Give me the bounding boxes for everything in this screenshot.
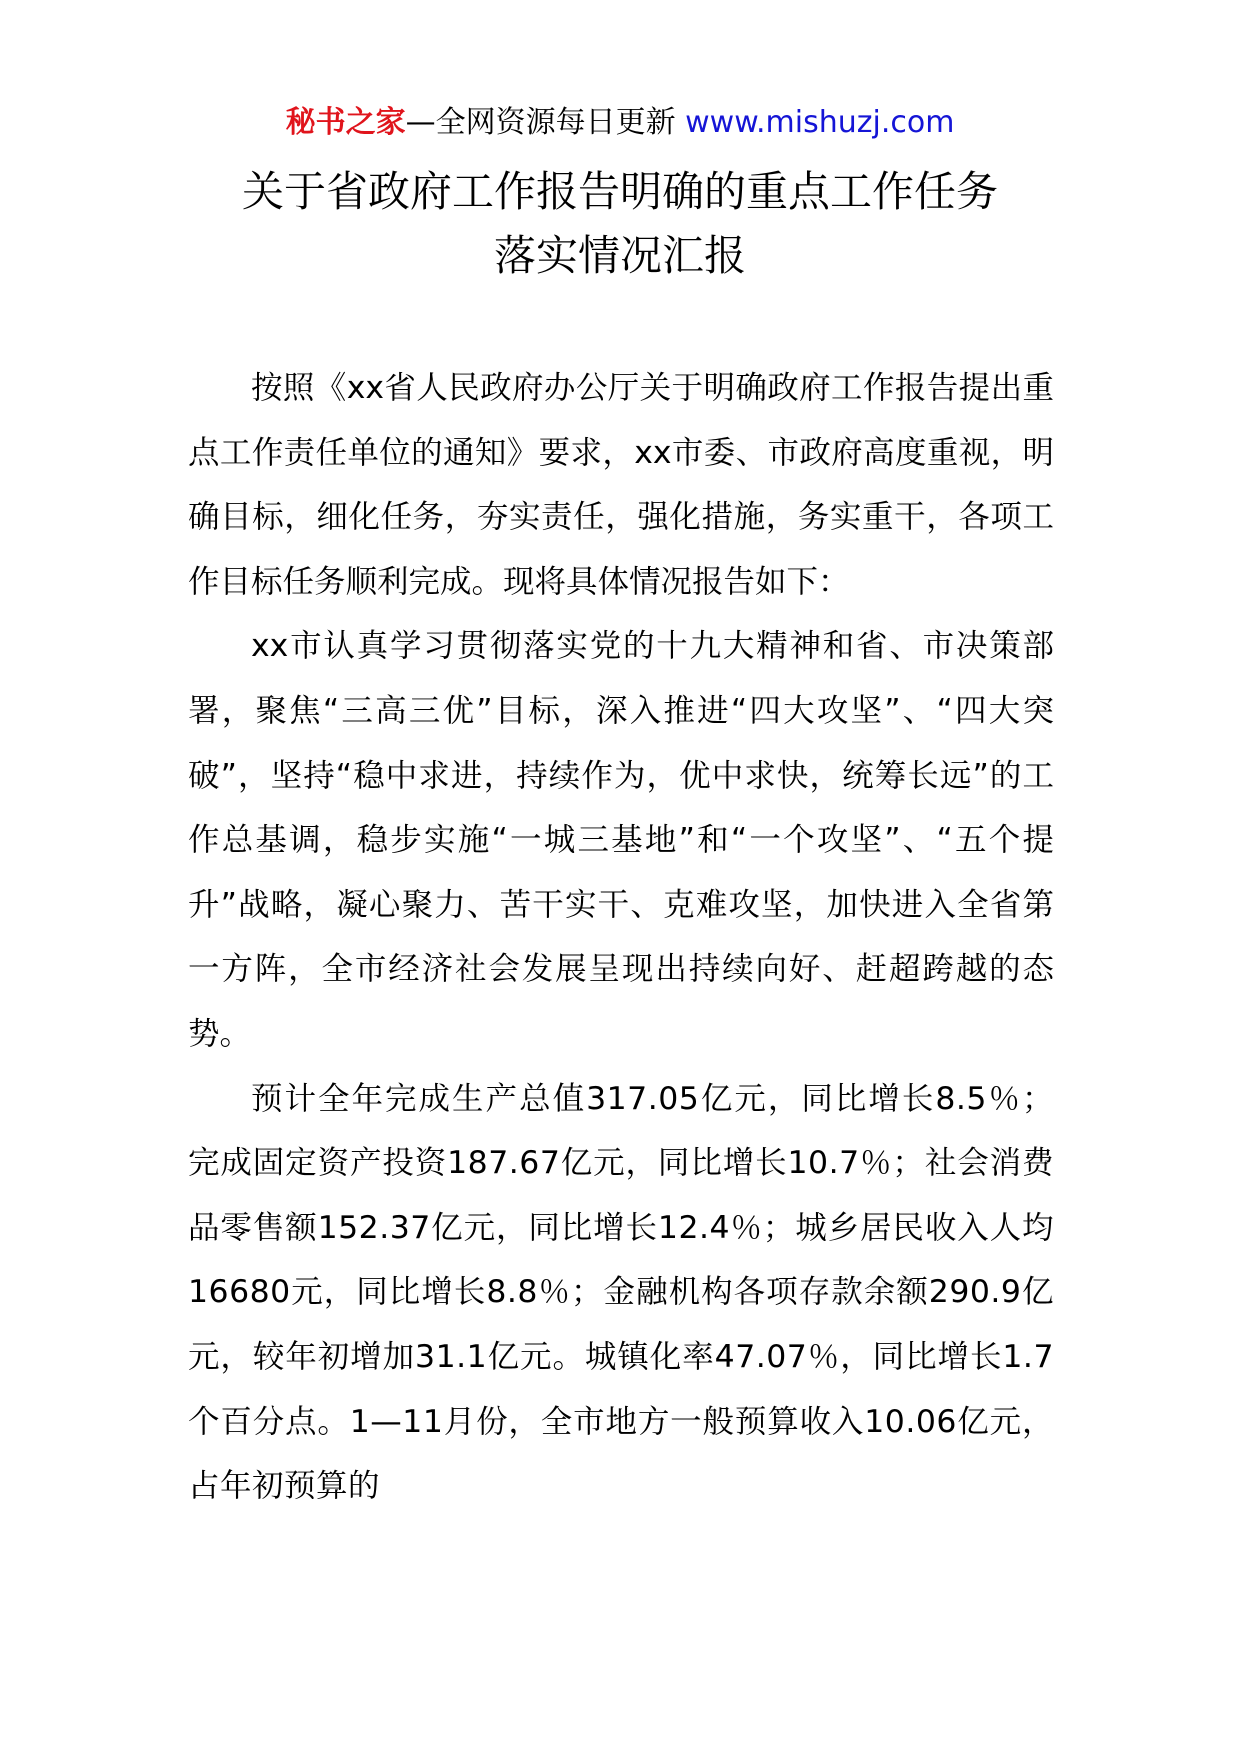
brand-name: 秘书之家 [285,105,406,140]
title-line-1: 关于省政府工作报告明确的重点工作任务 [241,167,998,216]
document-body [188,356,1054,1519]
document-title [0,160,1240,288]
title-line-2: 落实情况汇报 [493,231,746,280]
site-url-link[interactable]: www.mishuzj.com [685,105,955,140]
paragraph-intro: 按照《xx省人民政府办公厅关于明确政府工作报告提出重点工作责任单位的通知》要求，xx市委、市政府高度重视，明确目标，细化任务，夯实责任，强化措施，务实重干，各项工作目标任务顺利完成。现将具体情况报告如下： [188,370,1054,600]
header-tagline: —全网资源每日更新 [405,105,686,140]
paragraph-overview: xx市认真学习贯彻落实党的十九大精神和省、市决策部署，聚焦“三高三优”目标，深入推进“四大攻坚”、“四大突破”，坚持“稳中求进，持续作为，优中求快，统筹长远”的工作总基调，稳步实施“一城三基地”和“一个攻坚”、“五个提升”战略，凝心聚力、苦干实干、克难攻坚，加快进入全省第一方阵，全市经济社会发展呈现出持续向好、赶超跨越的态势。 [188,628,1054,1052]
site-header [0,100,1240,146]
paragraph-statistics: 预计全年完成生产总值317.05亿元，同比增长8.5％；完成固定资产投资187.67亿元，同比增长10.7％；社会消费品零售额152.37亿元，同比增长12.4％；城乡居民收入人均16680元，同比增长8.8％；金融机构各项存款余额290.9亿元，较年初增加31.1亿元。城镇化率47.07％，同比增长1.7个百分点。1—11月份，全市地方一般预算收入10.06亿元，占年初预算的 [188,1080,1054,1505]
